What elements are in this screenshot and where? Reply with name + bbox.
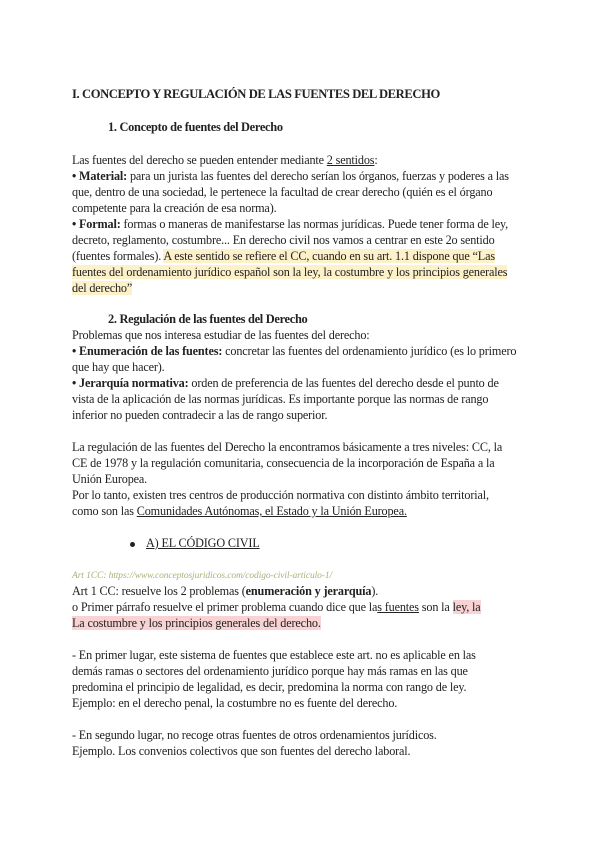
jer-line-2: vista de la aplicación de las normas jurídicas. Es importante porque las normas de rango (72, 392, 489, 406)
first-point-line-2: demás ramas o sectores del ordenamiento jurídico porque hay más ramas en las que (72, 664, 468, 678)
highlight-yellow: fuentes del ordenamiento jurídico español son la ley, la costumbre y los principios generales (72, 265, 508, 279)
reg-para-line-1: La regulación de las fuentes del Derecho la encontramos básicamente a tres niveles: CC, la (72, 440, 503, 454)
material-line-2: que, dentro de una sociedad, le pertenece la facultad de crear derecho (quién es el órgano (72, 185, 493, 199)
art-text: o Primer párrafo resuelve el primer problema cuando dice que la (72, 600, 378, 614)
section-title-1: 1. Concepto de fuentes del Derecho (108, 120, 283, 134)
formal-text-plain: (fuentes formales). (72, 249, 164, 263)
intro-text: Las fuentes del derecho se pueden entender mediante (72, 153, 327, 167)
second-point-line-2: Ejemplo. Los convenios colectivos que son fuentes del derecho laboral. (72, 744, 411, 758)
bullet-dot (130, 542, 135, 547)
reg-para-line-2: CE de 1978 y la regulación comunitaria, consecuencia de la incorporación de España a la (72, 456, 495, 470)
section-title-2: 2. Regulación de las fuentes del Derecho (108, 312, 308, 326)
enum-line-2: que hay que hacer). (72, 360, 165, 374)
highlight-yellow: A este sentido se refiere el CC, cuando en su art. 1.1 dispone que “Las (163, 249, 495, 263)
material-label: • Material: (72, 169, 128, 183)
centers-underlined: Comunidades Autónomas, el Estado y la Unión Europea. (136, 504, 407, 518)
first-point-line-1: - En primer lugar, este sistema de fuentes que establece este art. no es aplicable en las (72, 648, 476, 662)
centers-line-1: Por lo tanto, existen tres centros de producción normativa con distinto ámbito territorial, (72, 488, 489, 502)
art-underlined: s fuentes (377, 600, 419, 614)
centers-text: como son las (72, 504, 137, 518)
art-text: Art 1 CC: resuelve los 2 problemas ( (72, 584, 246, 598)
art-text: son la (418, 600, 453, 614)
jer-text: orden de preferencia de las fuentes del derecho desde el punto de (188, 376, 499, 390)
centers-line-2 (72, 503, 407, 519)
section2-intro: Problemas que nos interesa estudiar de las fuentes del derecho: (72, 328, 370, 342)
jer-line-3: inferior no pueden contradecir a las de rango superior. (72, 408, 328, 422)
source-link[interactable]: Art 1CC: https://www.conceptosjuridicos.com/codigo-civil-articulo-1/ (72, 571, 333, 581)
second-point-line-1: - En segundo lugar, no recoge otras fuentes de otros ordenamientos jurídicos. (72, 728, 437, 742)
main-heading: I. CONCEPTO Y REGULACIÓN DE LAS FUENTES DEL DERECHO (72, 87, 440, 101)
intro-underlined: 2 sentidos (326, 153, 375, 167)
highlight-yellow: del derecho” (72, 281, 133, 295)
formal-text: formas o maneras de manifestarse las normas jurídicas. Puede tener forma de ley, (120, 217, 509, 231)
material-line-3: competente para la creación de esa norma). (72, 201, 277, 215)
art-line-2 (72, 599, 481, 615)
material-text: para un jurista las fuentes del derecho serían los órganos, fuerzas y poderes a las (127, 169, 509, 183)
reg-para-line-3: Unión Europea. (72, 472, 148, 486)
formal-line-3 (72, 248, 495, 264)
intro-line (72, 152, 378, 168)
art-line-3 (72, 615, 321, 631)
formal-label: • Formal: (72, 217, 121, 231)
enum-text: concretar las fuentes del ordenamiento jurídico (es lo primero (222, 344, 517, 358)
highlight-red: ley, la (452, 600, 481, 614)
art-bold: enumeración y jerarquía (245, 584, 372, 598)
highlight-red: La costumbre y los principios generales del derecho. (72, 616, 321, 630)
enum-label: • Enumeración de las fuentes: (72, 344, 223, 358)
jer-line-1 (72, 375, 499, 391)
first-point-line-3: predomina el principio de legalidad, es decir, predomina la norma con rango de ley. (72, 680, 467, 694)
formal-line-5 (72, 280, 132, 296)
art-close: ). (371, 584, 379, 598)
formal-line-4 (72, 264, 507, 280)
subsection-a-title-text: A) EL CÓDIGO CIVIL (146, 536, 260, 550)
formal-line-1 (72, 216, 508, 232)
material-line-1 (72, 168, 509, 184)
enum-line-1 (72, 343, 516, 359)
intro-colon: : (374, 153, 378, 167)
subsection-a-title (146, 535, 260, 551)
first-point-line-4: Ejemplo: en el derecho penal, la costumbre no es fuente del derecho. (72, 696, 398, 710)
art-line-1 (72, 583, 378, 599)
jer-label: • Jerarquía normativa: (72, 376, 189, 390)
formal-line-2: decreto, reglamento, costumbre... En derecho civil nos vamos a centrar en este 2o sentido (72, 233, 495, 247)
